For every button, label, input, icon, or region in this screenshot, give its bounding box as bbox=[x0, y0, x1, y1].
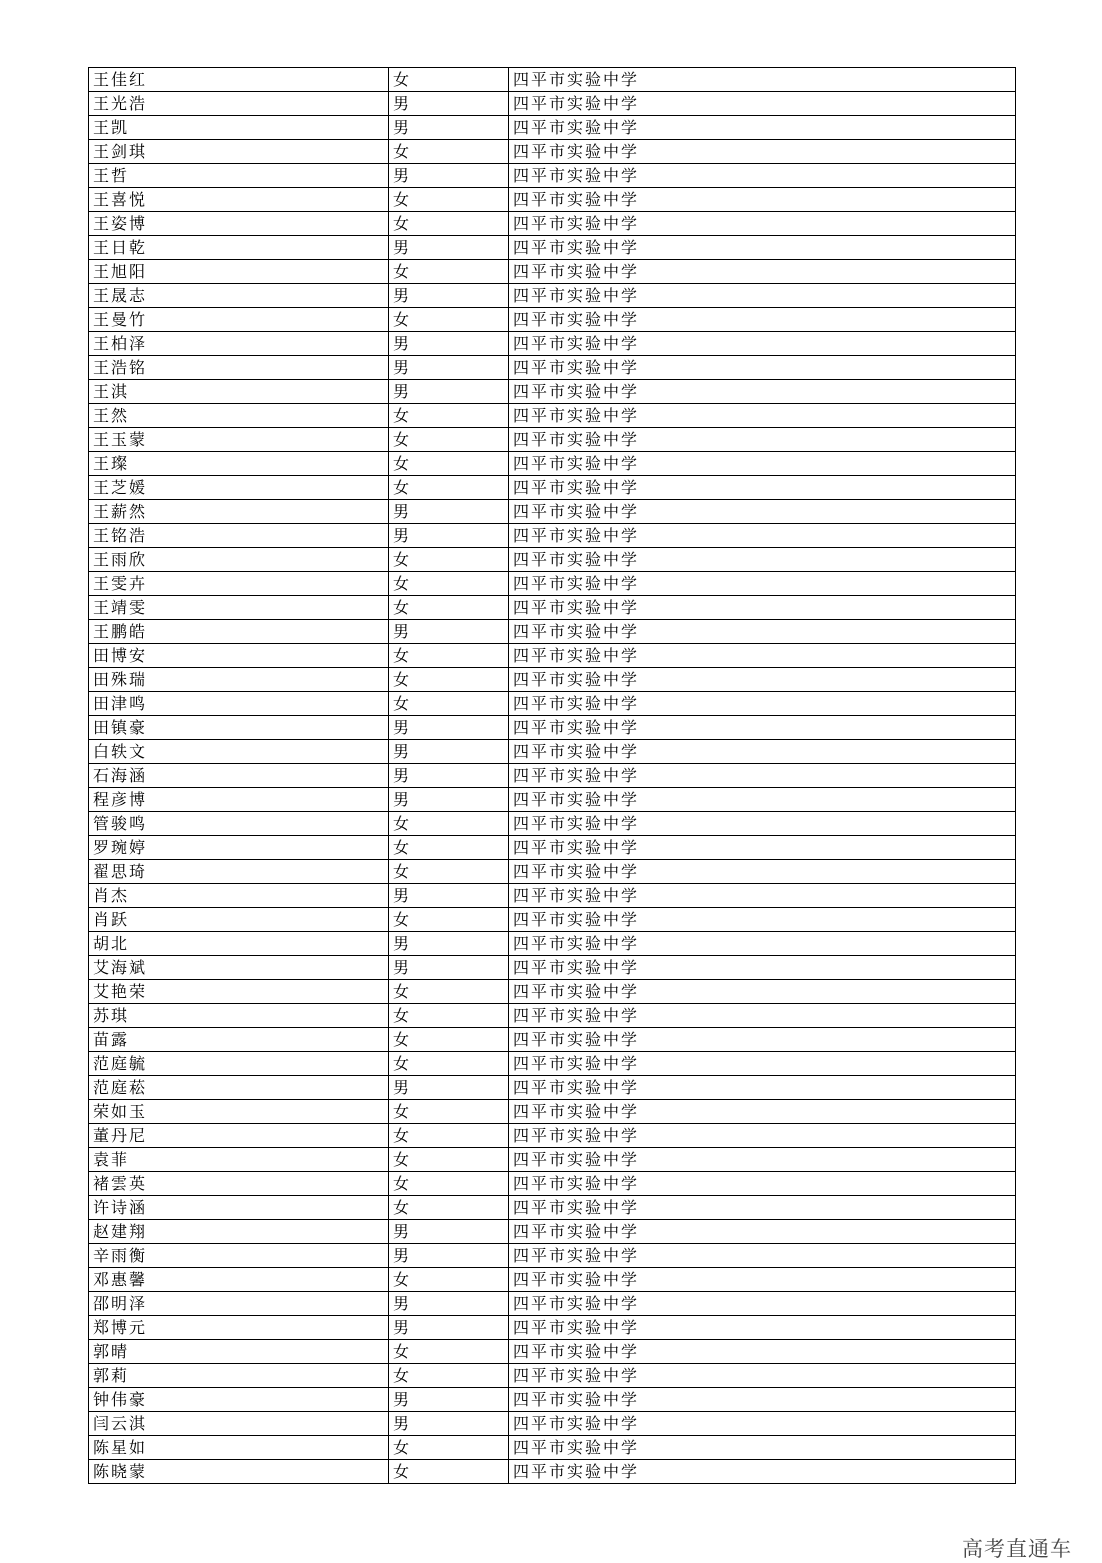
table-row bbox=[89, 812, 1016, 836]
school-cell: 四平市实验中学 bbox=[509, 764, 1016, 788]
gender-cell: 女 bbox=[389, 596, 509, 620]
gender-cell: 女 bbox=[389, 476, 509, 500]
table-row bbox=[89, 404, 1016, 428]
table-row bbox=[89, 644, 1016, 668]
name-cell: 田镇豪 bbox=[89, 716, 389, 740]
name-cell: 白轶文 bbox=[89, 740, 389, 764]
name-cell: 范庭毓 bbox=[89, 1052, 389, 1076]
table-row bbox=[89, 1388, 1016, 1412]
gender-cell: 女 bbox=[389, 260, 509, 284]
name-cell: 邵明泽 bbox=[89, 1292, 389, 1316]
name-cell: 荣如玉 bbox=[89, 1100, 389, 1124]
gender-cell: 男 bbox=[389, 92, 509, 116]
table-row bbox=[89, 1460, 1016, 1484]
table-row bbox=[89, 740, 1016, 764]
gender-cell: 女 bbox=[389, 428, 509, 452]
gender-cell: 女 bbox=[389, 1268, 509, 1292]
gender-cell: 男 bbox=[389, 116, 509, 140]
school-cell: 四平市实验中学 bbox=[509, 956, 1016, 980]
table-row bbox=[89, 1220, 1016, 1244]
name-cell: 董丹尼 bbox=[89, 1124, 389, 1148]
gender-cell: 女 bbox=[389, 668, 509, 692]
gender-cell: 男 bbox=[389, 1076, 509, 1100]
table-row bbox=[89, 1028, 1016, 1052]
table-row bbox=[89, 620, 1016, 644]
gender-cell: 女 bbox=[389, 452, 509, 476]
table-row bbox=[89, 764, 1016, 788]
roster-body bbox=[89, 68, 1016, 1484]
name-cell: 许诗涵 bbox=[89, 1196, 389, 1220]
name-cell: 肖跃 bbox=[89, 908, 389, 932]
table-row bbox=[89, 380, 1016, 404]
school-cell: 四平市实验中学 bbox=[509, 500, 1016, 524]
table-row bbox=[89, 836, 1016, 860]
gender-cell: 男 bbox=[389, 1412, 509, 1436]
school-cell: 四平市实验中学 bbox=[509, 332, 1016, 356]
name-cell: 苗露 bbox=[89, 1028, 389, 1052]
school-cell: 四平市实验中学 bbox=[509, 356, 1016, 380]
name-cell: 王剑琪 bbox=[89, 140, 389, 164]
name-cell: 王晟志 bbox=[89, 284, 389, 308]
school-cell: 四平市实验中学 bbox=[509, 740, 1016, 764]
table-row bbox=[89, 1124, 1016, 1148]
gender-cell: 女 bbox=[389, 1172, 509, 1196]
name-cell: 田津鸣 bbox=[89, 692, 389, 716]
school-cell: 四平市实验中学 bbox=[509, 1364, 1016, 1388]
gender-cell: 女 bbox=[389, 1004, 509, 1028]
school-cell: 四平市实验中学 bbox=[509, 452, 1016, 476]
name-cell: 王璨 bbox=[89, 452, 389, 476]
name-cell: 邓惠馨 bbox=[89, 1268, 389, 1292]
gender-cell: 男 bbox=[389, 524, 509, 548]
school-cell: 四平市实验中学 bbox=[509, 92, 1016, 116]
table-row bbox=[89, 692, 1016, 716]
gender-cell: 女 bbox=[389, 812, 509, 836]
name-cell: 闫云淇 bbox=[89, 1412, 389, 1436]
gender-cell: 男 bbox=[389, 356, 509, 380]
gender-cell: 男 bbox=[389, 1292, 509, 1316]
school-cell: 四平市实验中学 bbox=[509, 668, 1016, 692]
school-cell: 四平市实验中学 bbox=[509, 980, 1016, 1004]
school-cell: 四平市实验中学 bbox=[509, 788, 1016, 812]
table-row bbox=[89, 860, 1016, 884]
table-row bbox=[89, 716, 1016, 740]
school-cell: 四平市实验中学 bbox=[509, 644, 1016, 668]
name-cell: 王浩铭 bbox=[89, 356, 389, 380]
gender-cell: 女 bbox=[389, 1460, 509, 1484]
gender-cell: 女 bbox=[389, 188, 509, 212]
school-cell: 四平市实验中学 bbox=[509, 308, 1016, 332]
school-cell: 四平市实验中学 bbox=[509, 68, 1016, 92]
school-cell: 四平市实验中学 bbox=[509, 428, 1016, 452]
table-row bbox=[89, 356, 1016, 380]
gender-cell: 男 bbox=[389, 764, 509, 788]
gender-cell: 女 bbox=[389, 908, 509, 932]
table-row bbox=[89, 1436, 1016, 1460]
name-cell: 艾海斌 bbox=[89, 956, 389, 980]
gender-cell: 男 bbox=[389, 956, 509, 980]
gender-cell: 女 bbox=[389, 404, 509, 428]
name-cell: 王佳红 bbox=[89, 68, 389, 92]
gender-cell: 女 bbox=[389, 644, 509, 668]
school-cell: 四平市实验中学 bbox=[509, 596, 1016, 620]
name-cell: 郭晴 bbox=[89, 1340, 389, 1364]
name-cell: 王光浩 bbox=[89, 92, 389, 116]
table-row bbox=[89, 524, 1016, 548]
gender-cell: 男 bbox=[389, 788, 509, 812]
name-cell: 王玉蒙 bbox=[89, 428, 389, 452]
gender-cell: 女 bbox=[389, 1436, 509, 1460]
table-row bbox=[89, 1268, 1016, 1292]
table-row bbox=[89, 284, 1016, 308]
student-roster-table bbox=[88, 67, 1016, 1484]
gender-cell: 女 bbox=[389, 1340, 509, 1364]
name-cell: 王然 bbox=[89, 404, 389, 428]
school-cell: 四平市实验中学 bbox=[509, 1340, 1016, 1364]
name-cell: 艾艳荣 bbox=[89, 980, 389, 1004]
gender-cell: 男 bbox=[389, 884, 509, 908]
school-cell: 四平市实验中学 bbox=[509, 908, 1016, 932]
table-row bbox=[89, 1052, 1016, 1076]
name-cell: 王日乾 bbox=[89, 236, 389, 260]
table-row bbox=[89, 1172, 1016, 1196]
name-cell: 王薪然 bbox=[89, 500, 389, 524]
table-row bbox=[89, 956, 1016, 980]
table-row bbox=[89, 1196, 1016, 1220]
table-row bbox=[89, 1100, 1016, 1124]
school-cell: 四平市实验中学 bbox=[509, 116, 1016, 140]
school-cell: 四平市实验中学 bbox=[509, 476, 1016, 500]
name-cell: 陈星如 bbox=[89, 1436, 389, 1460]
name-cell: 钟伟豪 bbox=[89, 1388, 389, 1412]
gender-cell: 男 bbox=[389, 1244, 509, 1268]
school-cell: 四平市实验中学 bbox=[509, 404, 1016, 428]
school-cell: 四平市实验中学 bbox=[509, 1460, 1016, 1484]
table-row bbox=[89, 1292, 1016, 1316]
table-row bbox=[89, 212, 1016, 236]
school-cell: 四平市实验中学 bbox=[509, 1292, 1016, 1316]
school-cell: 四平市实验中学 bbox=[509, 572, 1016, 596]
gender-cell: 男 bbox=[389, 620, 509, 644]
table-row bbox=[89, 428, 1016, 452]
school-cell: 四平市实验中学 bbox=[509, 260, 1016, 284]
name-cell: 陈晓蒙 bbox=[89, 1460, 389, 1484]
name-cell: 王哲 bbox=[89, 164, 389, 188]
table-row bbox=[89, 308, 1016, 332]
table-row bbox=[89, 260, 1016, 284]
name-cell: 王芝媛 bbox=[89, 476, 389, 500]
name-cell: 田殊瑞 bbox=[89, 668, 389, 692]
name-cell: 王姿博 bbox=[89, 212, 389, 236]
name-cell: 石海涵 bbox=[89, 764, 389, 788]
table-row bbox=[89, 884, 1016, 908]
gender-cell: 男 bbox=[389, 284, 509, 308]
name-cell: 胡北 bbox=[89, 932, 389, 956]
gender-cell: 男 bbox=[389, 932, 509, 956]
school-cell: 四平市实验中学 bbox=[509, 836, 1016, 860]
school-cell: 四平市实验中学 bbox=[509, 1244, 1016, 1268]
gender-cell: 男 bbox=[389, 1220, 509, 1244]
name-cell: 王凯 bbox=[89, 116, 389, 140]
table-row bbox=[89, 1244, 1016, 1268]
school-cell: 四平市实验中学 bbox=[509, 524, 1016, 548]
gender-cell: 女 bbox=[389, 308, 509, 332]
gender-cell: 女 bbox=[389, 1364, 509, 1388]
gender-cell: 男 bbox=[389, 164, 509, 188]
gender-cell: 女 bbox=[389, 1100, 509, 1124]
table-row bbox=[89, 452, 1016, 476]
gender-cell: 女 bbox=[389, 572, 509, 596]
name-cell: 王雨欣 bbox=[89, 548, 389, 572]
gender-cell: 女 bbox=[389, 1196, 509, 1220]
school-cell: 四平市实验中学 bbox=[509, 1220, 1016, 1244]
gender-cell: 男 bbox=[389, 380, 509, 404]
table-row bbox=[89, 164, 1016, 188]
name-cell: 王喜悦 bbox=[89, 188, 389, 212]
gender-cell: 男 bbox=[389, 1316, 509, 1340]
name-cell: 程彦博 bbox=[89, 788, 389, 812]
table-row bbox=[89, 932, 1016, 956]
school-cell: 四平市实验中学 bbox=[509, 716, 1016, 740]
name-cell: 王淇 bbox=[89, 380, 389, 404]
school-cell: 四平市实验中学 bbox=[509, 284, 1016, 308]
table-row bbox=[89, 500, 1016, 524]
school-cell: 四平市实验中学 bbox=[509, 1196, 1016, 1220]
school-cell: 四平市实验中学 bbox=[509, 212, 1016, 236]
watermark: 高考直通车 bbox=[962, 1537, 1072, 1561]
name-cell: 郑博元 bbox=[89, 1316, 389, 1340]
school-cell: 四平市实验中学 bbox=[509, 1316, 1016, 1340]
table-row bbox=[89, 1316, 1016, 1340]
gender-cell: 女 bbox=[389, 212, 509, 236]
gender-cell: 女 bbox=[389, 548, 509, 572]
name-cell: 褚雲英 bbox=[89, 1172, 389, 1196]
gender-cell: 男 bbox=[389, 740, 509, 764]
school-cell: 四平市实验中学 bbox=[509, 548, 1016, 572]
table-row bbox=[89, 68, 1016, 92]
table-row bbox=[89, 1364, 1016, 1388]
gender-cell: 女 bbox=[389, 1148, 509, 1172]
school-cell: 四平市实验中学 bbox=[509, 1124, 1016, 1148]
name-cell: 王雯卉 bbox=[89, 572, 389, 596]
name-cell: 辛雨衡 bbox=[89, 1244, 389, 1268]
school-cell: 四平市实验中学 bbox=[509, 884, 1016, 908]
name-cell: 田博安 bbox=[89, 644, 389, 668]
school-cell: 四平市实验中学 bbox=[509, 692, 1016, 716]
gender-cell: 女 bbox=[389, 692, 509, 716]
table-row bbox=[89, 596, 1016, 620]
name-cell: 王鹏皓 bbox=[89, 620, 389, 644]
gender-cell: 女 bbox=[389, 140, 509, 164]
table-row bbox=[89, 572, 1016, 596]
school-cell: 四平市实验中学 bbox=[509, 1436, 1016, 1460]
school-cell: 四平市实验中学 bbox=[509, 860, 1016, 884]
table-row bbox=[89, 788, 1016, 812]
school-cell: 四平市实验中学 bbox=[509, 164, 1016, 188]
school-cell: 四平市实验中学 bbox=[509, 1388, 1016, 1412]
name-cell: 管骏鸣 bbox=[89, 812, 389, 836]
name-cell: 肖杰 bbox=[89, 884, 389, 908]
school-cell: 四平市实验中学 bbox=[509, 812, 1016, 836]
name-cell: 王柏泽 bbox=[89, 332, 389, 356]
table-row bbox=[89, 332, 1016, 356]
school-cell: 四平市实验中学 bbox=[509, 188, 1016, 212]
table-row bbox=[89, 668, 1016, 692]
name-cell: 王旭阳 bbox=[89, 260, 389, 284]
school-cell: 四平市实验中学 bbox=[509, 1172, 1016, 1196]
gender-cell: 女 bbox=[389, 860, 509, 884]
gender-cell: 女 bbox=[389, 980, 509, 1004]
gender-cell: 男 bbox=[389, 236, 509, 260]
name-cell: 郭莉 bbox=[89, 1364, 389, 1388]
gender-cell: 女 bbox=[389, 68, 509, 92]
name-cell: 王铭浩 bbox=[89, 524, 389, 548]
name-cell: 袁菲 bbox=[89, 1148, 389, 1172]
name-cell: 王靖雯 bbox=[89, 596, 389, 620]
gender-cell: 男 bbox=[389, 332, 509, 356]
name-cell: 苏琪 bbox=[89, 1004, 389, 1028]
gender-cell: 女 bbox=[389, 836, 509, 860]
table-row bbox=[89, 1004, 1016, 1028]
table-row bbox=[89, 980, 1016, 1004]
name-cell: 王曼竹 bbox=[89, 308, 389, 332]
table-row bbox=[89, 236, 1016, 260]
school-cell: 四平市实验中学 bbox=[509, 932, 1016, 956]
school-cell: 四平市实验中学 bbox=[509, 236, 1016, 260]
table-row bbox=[89, 1412, 1016, 1436]
school-cell: 四平市实验中学 bbox=[509, 1028, 1016, 1052]
school-cell: 四平市实验中学 bbox=[509, 1052, 1016, 1076]
table-row bbox=[89, 908, 1016, 932]
name-cell: 翟思琦 bbox=[89, 860, 389, 884]
table-row bbox=[89, 1340, 1016, 1364]
school-cell: 四平市实验中学 bbox=[509, 1148, 1016, 1172]
school-cell: 四平市实验中学 bbox=[509, 380, 1016, 404]
table-row bbox=[89, 1148, 1016, 1172]
school-cell: 四平市实验中学 bbox=[509, 1412, 1016, 1436]
table-row bbox=[89, 92, 1016, 116]
gender-cell: 男 bbox=[389, 500, 509, 524]
table-row bbox=[89, 116, 1016, 140]
table-row bbox=[89, 1076, 1016, 1100]
school-cell: 四平市实验中学 bbox=[509, 1100, 1016, 1124]
school-cell: 四平市实验中学 bbox=[509, 140, 1016, 164]
school-cell: 四平市实验中学 bbox=[509, 1076, 1016, 1100]
school-cell: 四平市实验中学 bbox=[509, 620, 1016, 644]
table-row bbox=[89, 548, 1016, 572]
gender-cell: 男 bbox=[389, 1388, 509, 1412]
gender-cell: 女 bbox=[389, 1124, 509, 1148]
school-cell: 四平市实验中学 bbox=[509, 1004, 1016, 1028]
school-cell: 四平市实验中学 bbox=[509, 1268, 1016, 1292]
gender-cell: 女 bbox=[389, 1028, 509, 1052]
gender-cell: 女 bbox=[389, 1052, 509, 1076]
table-row bbox=[89, 476, 1016, 500]
gender-cell: 男 bbox=[389, 716, 509, 740]
name-cell: 范庭菘 bbox=[89, 1076, 389, 1100]
table-row bbox=[89, 140, 1016, 164]
table-row bbox=[89, 188, 1016, 212]
name-cell: 罗琬婷 bbox=[89, 836, 389, 860]
name-cell: 赵建翔 bbox=[89, 1220, 389, 1244]
